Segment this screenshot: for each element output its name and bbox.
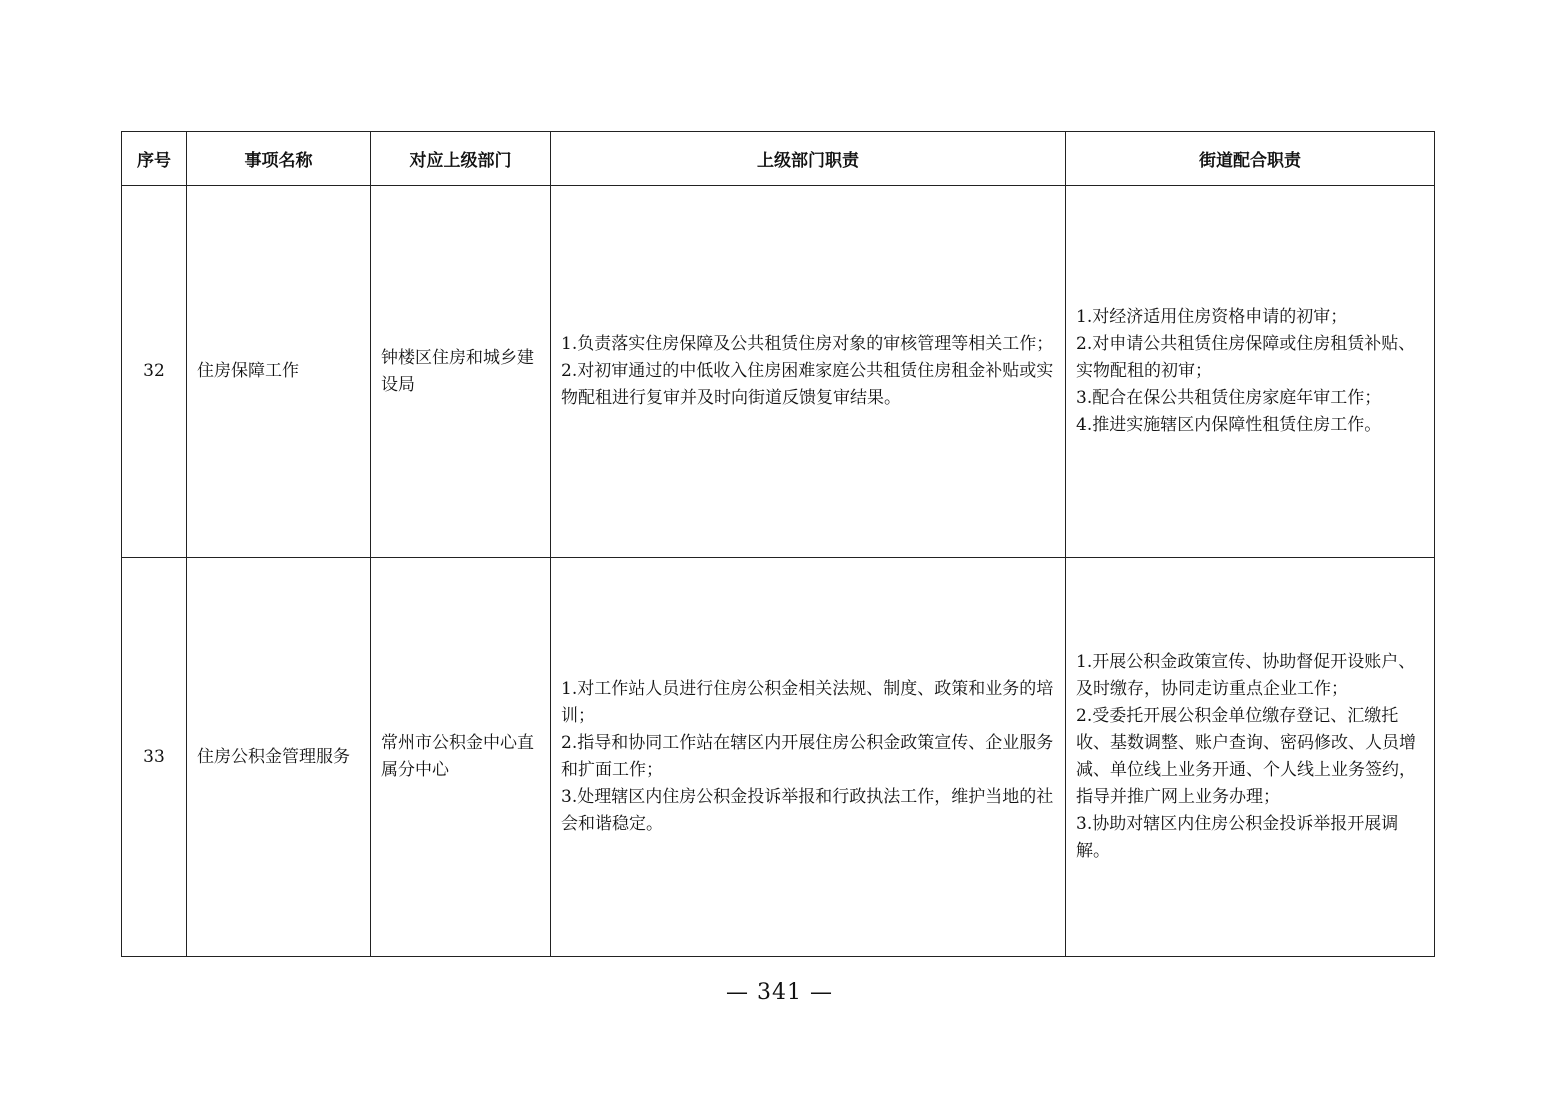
row-number: 32 <box>122 186 187 558</box>
header-department: 对应上级部门 <box>371 132 551 186</box>
superior-duties-cell <box>551 186 1066 558</box>
street-duties-cell <box>1066 186 1435 558</box>
header-superior-duties: 上级部门职责 <box>551 132 1066 186</box>
superior-duties-cell <box>551 558 1066 957</box>
duty-line: 3.处理辖区内住房公积金投诉举报和行政执法工作，维护当地的社会和谐稳定。 <box>561 787 1054 834</box>
table-row <box>122 558 1435 957</box>
department-name: 常州市公积金中心直属分中心 <box>371 558 551 957</box>
street-duties-cell <box>1066 558 1435 957</box>
duty-line: 1.对工作站人员进行住房公积金相关法规、制度、政策和业务的培训； <box>561 679 1054 726</box>
table-header-row <box>122 132 1435 186</box>
item-name: 住房公积金管理服务 <box>187 558 371 957</box>
duties-table <box>121 131 1435 957</box>
duty-line: 4.推进实施辖区内保障性租赁住房工作。 <box>1076 415 1382 435</box>
header-number: 序号 <box>122 132 187 186</box>
duty-line: 1.开展公积金政策宣传、协助督促开设账户、及时缴存，协同走访重点企业工作； <box>1076 652 1416 699</box>
duty-line: 1.对经济适用住房资格申请的初审； <box>1076 307 1348 327</box>
duty-line: 3.配合在保公共租赁住房家庭年审工作； <box>1076 388 1382 408</box>
row-number: 33 <box>122 558 187 957</box>
page-number: — 341 — <box>726 980 833 1005</box>
duty-line: 3.协助对辖区内住房公积金投诉举报开展调解。 <box>1076 814 1399 861</box>
duty-line: 2.对申请公共租赁住房保障或住房租赁补贴、实物配租的初审； <box>1076 334 1416 381</box>
header-street-duties: 街道配合职责 <box>1066 132 1435 186</box>
department-name: 钟楼区住房和城乡建设局 <box>371 186 551 558</box>
duty-line: 2.指导和协同工作站在辖区内开展住房公积金政策宣传、企业服务和扩面工作； <box>561 733 1054 780</box>
duty-line: 2.受委托开展公积金单位缴存登记、汇缴托收、基数调整、账户查询、密码修改、人员增减、单位线上业务开通、个人线上业务签约，指导并推广网上业务办理； <box>1076 706 1416 807</box>
item-name: 住房保障工作 <box>187 186 371 558</box>
header-item-name: 事项名称 <box>187 132 371 186</box>
duty-line: 2.对初审通过的中低收入住房困难家庭公共租赁住房租金补贴或实物配租进行复审并及时向街道反馈复审结果。 <box>561 361 1054 408</box>
duty-line: 1.负责落实住房保障及公共租赁住房对象的审核管理等相关工作； <box>561 334 1054 354</box>
table-row <box>122 186 1435 558</box>
